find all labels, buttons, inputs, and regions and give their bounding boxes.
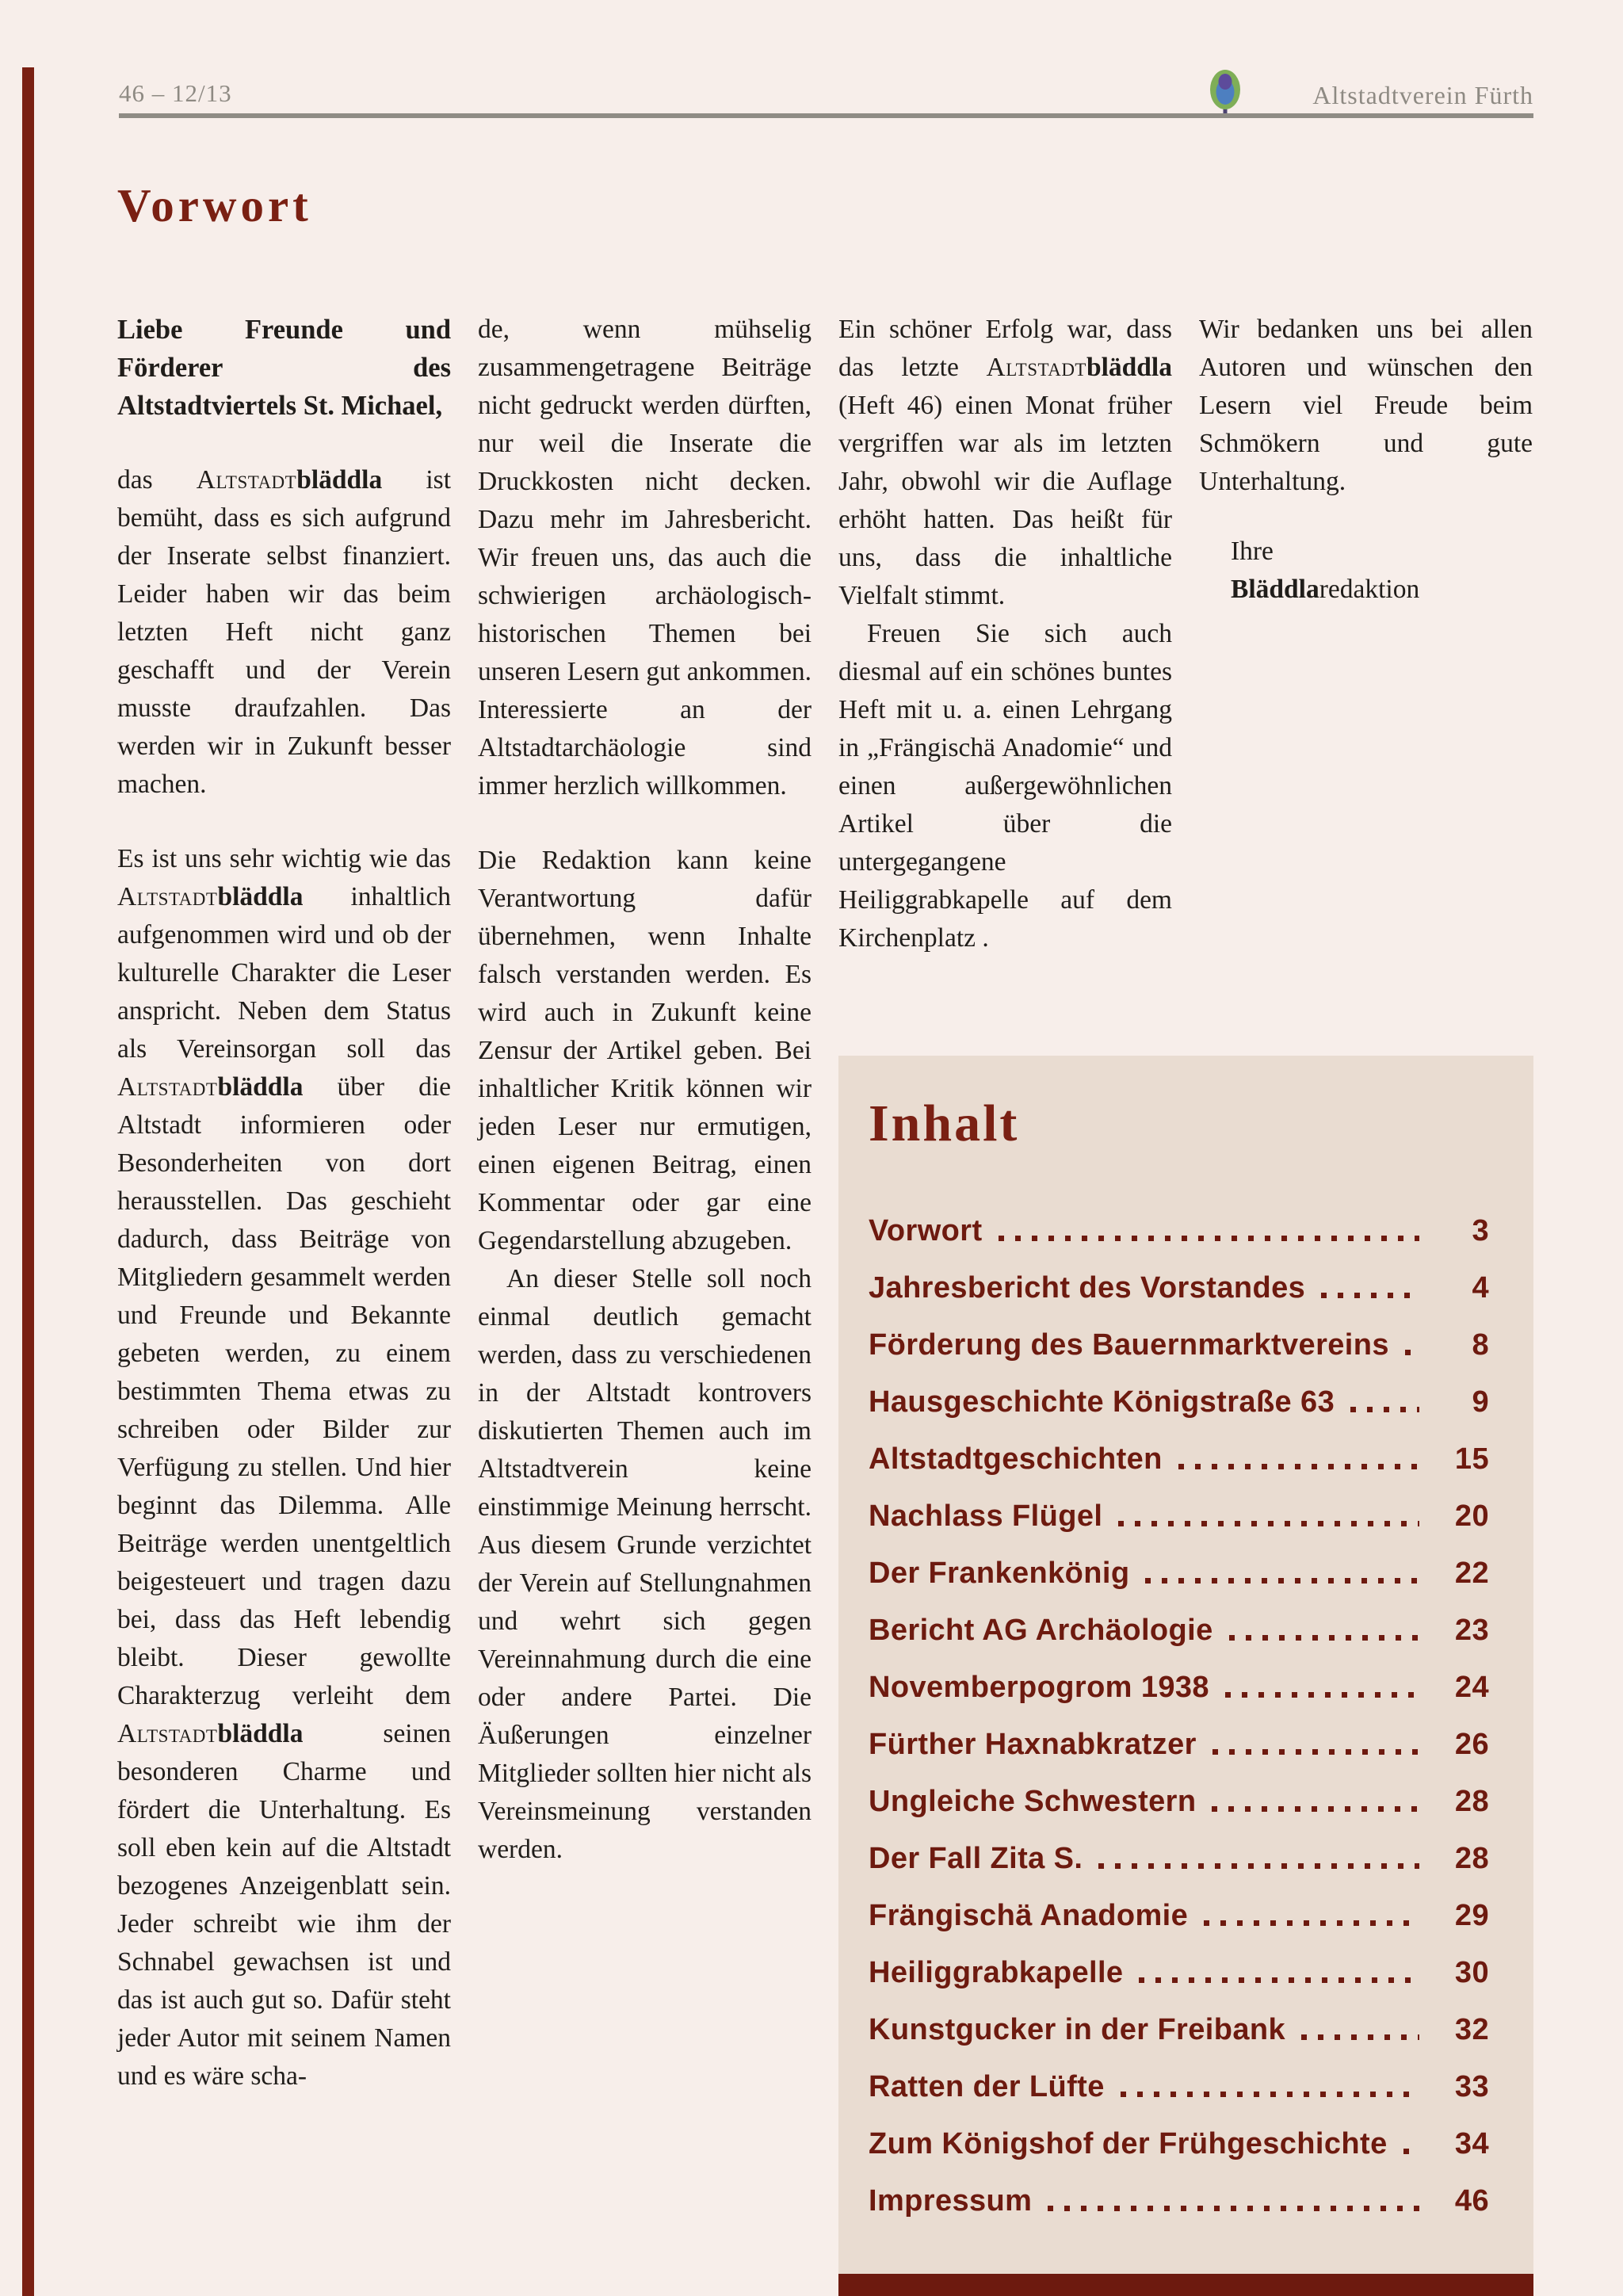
footer-bar (838, 2274, 1533, 2296)
toc-dot-leader (1350, 1407, 1419, 1412)
toc-row (869, 1501, 1489, 1531)
toc-entry-label: Bericht AG Archäologie (869, 1614, 1213, 1647)
toc-entry-page: 23 (1454, 1614, 1489, 1647)
toc-dot-leader (1212, 1749, 1419, 1755)
toc-entry-page: 24 (1454, 1671, 1489, 1704)
toc-row (869, 1330, 1489, 1360)
salutation-paragraph: Liebe Freunde und Förderer des Altstadtviertels St. Michael, (117, 315, 451, 421)
page-edge-bar (22, 67, 34, 2296)
toc-row (869, 1786, 1489, 1817)
text-column-3 (838, 311, 1172, 957)
toc-entry-page: 20 (1454, 1499, 1489, 1533)
toc-row (869, 1216, 1489, 1246)
toc-dot-leader (1229, 1635, 1419, 1641)
toc-row (869, 1387, 1489, 1417)
toc-entry-label: Förderung des Bauernmarktvereins (869, 1328, 1389, 1362)
toc-dot-leader (1098, 1863, 1419, 1869)
closing-line: Ihre (1231, 537, 1274, 566)
toc-row (869, 1729, 1489, 1759)
toc-row (869, 1843, 1489, 1874)
signature-line: Bläddlaredaktion (1231, 575, 1420, 604)
toc-entry-page: 29 (1454, 1899, 1489, 1932)
toc-entry-label: Der Frankenkönig (869, 1557, 1130, 1590)
toc-row (869, 2015, 1489, 2045)
toc-entry-page: 33 (1454, 2070, 1489, 2103)
toc-entry-page: 32 (1454, 2013, 1489, 2046)
toc-dot-leader (1145, 1578, 1419, 1584)
paragraph: Es ist uns sehr wichtig wie das Altstadtbläddla inhaltlich aufgenommen wird und ob der kulturelle Charakter die Leser anspricht. Neben dem Status als Vereinsorgan soll das Altstadtbläddla über die Altstadt informieren oder Besonderheiten von dort herausstellen. Das geschieht dadurch, dass Beiträge von Mitgliedern gesammelt werden und Freunde und Bekannte gebeten werden, zu einem bestimmten Thema etwas zu schreiben oder Bilder zur Verfügung zu stellen. Und hier beginnt das Dilemma. Alle Beiträge werden unentgeltlich beigesteuert und tragen dazu bei, dass das Heft lebendig bleibt. Dieser gewollte Charakterzug verleiht dem Altstadtbläddla seinen besonderen Charme und fördert die Unterhaltung. Es soll eben kein auf die Altstadt bezogenes Anzeigenblatt sein. Jeder schreibt wie ihm der Schnabel gewachsen ist und das ist auch gut so. Dafür steht jeder Autor mit seinem Namen und es wäre scha- (117, 844, 451, 2091)
toc-entry-page: 46 (1454, 2184, 1489, 2218)
toc-dot-leader (1301, 2034, 1419, 2040)
toc-list (869, 1216, 1489, 2216)
toc-entry-label: Zum Königshof der Frühgeschichte (869, 2127, 1388, 2160)
toc-entry-page: 9 (1472, 1385, 1489, 1419)
text-column-1 (117, 311, 451, 2095)
toc-row (869, 1672, 1489, 1702)
toc-entry-page: 22 (1454, 1557, 1489, 1590)
paragraph: An dieser Stelle soll noch einmal deutlich gemacht werden, dass zu verschiedenen in der Altstadt kontrovers diskutierten Themen auch im Altstadtverein keine einstimmige Meinung herrscht. Aus diesem Grunde verzichtet der Verein auf Stellungnahmen und wehrt sich gegen Vereinnahmung durch die eine oder andere Partei. Die Äußerungen einzelner Mitglieder sollten hier nicht als Vereinsmeinung verstanden werden. (478, 1264, 812, 1864)
toc-dot-leader (1405, 1350, 1419, 1355)
toc-row (869, 1958, 1489, 1988)
toc-entry-page: 8 (1472, 1328, 1489, 1362)
toc-entry-page: 30 (1454, 1956, 1489, 1989)
toc-entry-page: 26 (1454, 1728, 1489, 1761)
toc-row (869, 1901, 1489, 1931)
toc-entry-label: Der Fall Zita S. (869, 1842, 1083, 1875)
toc-entry-page: 4 (1472, 1271, 1489, 1305)
tree-logo-icon (1204, 70, 1247, 117)
toc-entry-page: 34 (1454, 2127, 1489, 2160)
toc-entry-page: 15 (1454, 1442, 1489, 1476)
toc-entry-label: Vorwort (869, 1214, 983, 1247)
toc-dot-leader (1178, 1464, 1419, 1469)
toc-entry-label: Heiliggrabkapelle (869, 1956, 1124, 1989)
toc-dot-leader (1048, 2206, 1419, 2211)
toc-row (869, 1558, 1489, 1588)
toc-dot-leader (1212, 1806, 1419, 1812)
header-rule (119, 113, 1533, 118)
paragraph: Freuen Sie sich auch diesmal auf ein schönes buntes Heft mit u. a. einen Lehrgang in „Frängischä Anadomie“ und einen außergewöhnlichen Artikel über die untergegangene Heiliggrabkapelle auf dem Kirchenplatz . (838, 619, 1172, 953)
toc-entry-page: 3 (1472, 1214, 1489, 1247)
toc-entry-page: 28 (1454, 1842, 1489, 1875)
paragraph: das Altstadtbläddla ist bemüht, dass es sich aufgrund der Inserate selbst finanziert. Leider haben wir das beim letzten Heft nicht ganz geschafft und der Verein musste draufzahlen. Das werden wir in Zukunft besser machen. (117, 465, 451, 799)
toc-entry-label: Altstadtgeschichten (869, 1442, 1163, 1476)
text-column-2 (478, 311, 812, 1869)
toc-dot-leader (1118, 1521, 1419, 1526)
page-title: Vorwort (117, 179, 312, 231)
paragraph: Wir bedanken uns bei allen Autoren und wünschen den Lesern viel Freude beim Schmökern und gute Unterhaltung. (1199, 315, 1533, 496)
toc-dot-leader (999, 1236, 1419, 1241)
toc-entry-label: Fürther Haxnabkratzer (869, 1728, 1197, 1761)
toc-dot-leader (1204, 1920, 1419, 1926)
paragraph: de, wenn mühselig zusammengetragene Beiträge nicht gedruckt werden dürften, nur weil die Inserate die Druckkosten nicht decken. Dazu mehr im Jahresbericht. Wir freuen uns, das auch die schwierigen archäologisch-historischen Themen bei unseren Lesern gut ankommen. Interessierte an der Altstadtarchäologie sind immer herzlich willkommen. (478, 315, 812, 800)
toc-title: Inhalt (869, 1095, 1020, 1152)
toc-dot-leader (1225, 1692, 1419, 1698)
toc-dot-leader (1139, 1977, 1419, 1983)
toc-row (869, 1273, 1489, 1303)
paragraph: Ein schöner Erfolg war, dass das letzte Altstadtbläddla (Heft 46) einen Monat früher vergriffen war als im letzten Jahr, obwohl wir die Auflage erhöht hatten. Das heißt für uns, dass die inhaltliche Vielfalt stimmt. (838, 315, 1172, 610)
toc-entry-label: Frängischä Anadomie (869, 1899, 1189, 1932)
toc-entry-label: Jahresbericht des Vorstandes (869, 1271, 1306, 1305)
toc-entry-page: 28 (1454, 1785, 1489, 1818)
signature-block (1199, 533, 1533, 609)
header-issue-number: 46 – 12/13 (119, 79, 232, 107)
text-column-4 (1199, 311, 1533, 609)
toc-entry-label: Novemberpogrom 1938 (869, 1671, 1209, 1704)
header-brand: Altstadtverein Fürth (1312, 81, 1533, 109)
toc-entry-label: Nachlass Flügel (869, 1499, 1103, 1533)
toc-entry-label: Ratten der Lüfte (869, 2070, 1105, 2103)
paragraph: Die Redaktion kann keine Verantwortung dafür übernehmen, wenn Inhalte falsch verstanden werden. Es wird auch in Zukunft keine Zensur der Artikel geben. Bei inhaltlicher Kritik können wir jeden Leser nur ermutigen, einen eigenen Beitrag, einen Kommentar oder gar eine Gegendarstellung abzugeben. (478, 846, 812, 1255)
toc-entry-label: Hausgeschichte Königstraße 63 (869, 1385, 1335, 1419)
toc-box (838, 1056, 1533, 2274)
toc-dot-leader (1321, 1293, 1419, 1298)
toc-dot-leader (1403, 2149, 1419, 2154)
toc-row (869, 2129, 1489, 2159)
toc-row (869, 2186, 1489, 2216)
toc-entry-label: Kunstgucker in der Freibank (869, 2013, 1286, 2046)
toc-dot-leader (1121, 2092, 1419, 2097)
toc-row (869, 1615, 1489, 1645)
toc-entry-label: Ungleiche Schwestern (869, 1785, 1197, 1818)
toc-entry-label: Impressum (869, 2184, 1033, 2218)
toc-row (869, 1444, 1489, 1474)
toc-row (869, 2072, 1489, 2102)
